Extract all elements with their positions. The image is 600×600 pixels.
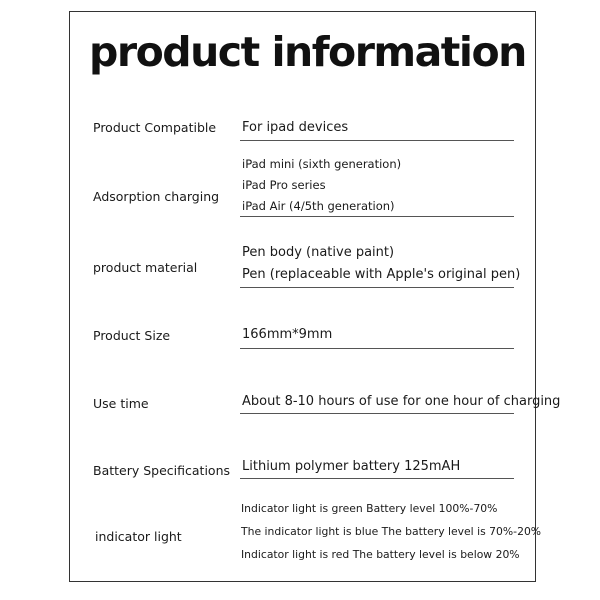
compatible-value: For ipad devices	[242, 120, 349, 135]
material-underline	[240, 287, 514, 288]
indicator-label: indicator light	[95, 529, 182, 544]
material-value-1: Pen body (native paint)	[242, 245, 395, 260]
adsorption-label: Adsorption charging	[93, 189, 220, 204]
battery-underline	[240, 478, 514, 479]
spec-sheet-frame	[69, 11, 536, 582]
adsorption-value-3: iPad Air (4/5th generation)	[242, 199, 395, 213]
indicator-line-red: Indicator light is red The battery level is below 20%	[241, 548, 520, 561]
use-time-underline	[240, 413, 514, 414]
adsorption-value-2: iPad Pro series	[242, 178, 326, 192]
size-underline	[240, 348, 514, 349]
size-label: Product Size	[93, 328, 171, 343]
adsorption-value-1: iPad mini (sixth generation)	[242, 157, 402, 171]
material-value-2: Pen (replaceable with Apple's original pen)	[242, 267, 521, 282]
compatible-underline	[240, 140, 514, 141]
use-time-label: Use time	[93, 396, 149, 411]
indicator-line-green: Indicator light is green Battery level 100%-70%	[241, 502, 498, 515]
battery-label: Battery Specifications	[93, 463, 231, 478]
battery-value: Lithium polymer battery 125mAH	[242, 459, 461, 474]
use-time-value: About 8-10 hours of use for one hour of charging	[242, 394, 561, 409]
material-label: product material	[93, 260, 198, 275]
adsorption-underline	[240, 216, 514, 217]
size-value: 166mm*9mm	[242, 327, 333, 342]
compatible-label: Product Compatible	[93, 120, 217, 135]
indicator-line-blue: The indicator light is blue The battery level is 70%-20%	[241, 525, 542, 538]
page-title: product information	[89, 28, 526, 76]
